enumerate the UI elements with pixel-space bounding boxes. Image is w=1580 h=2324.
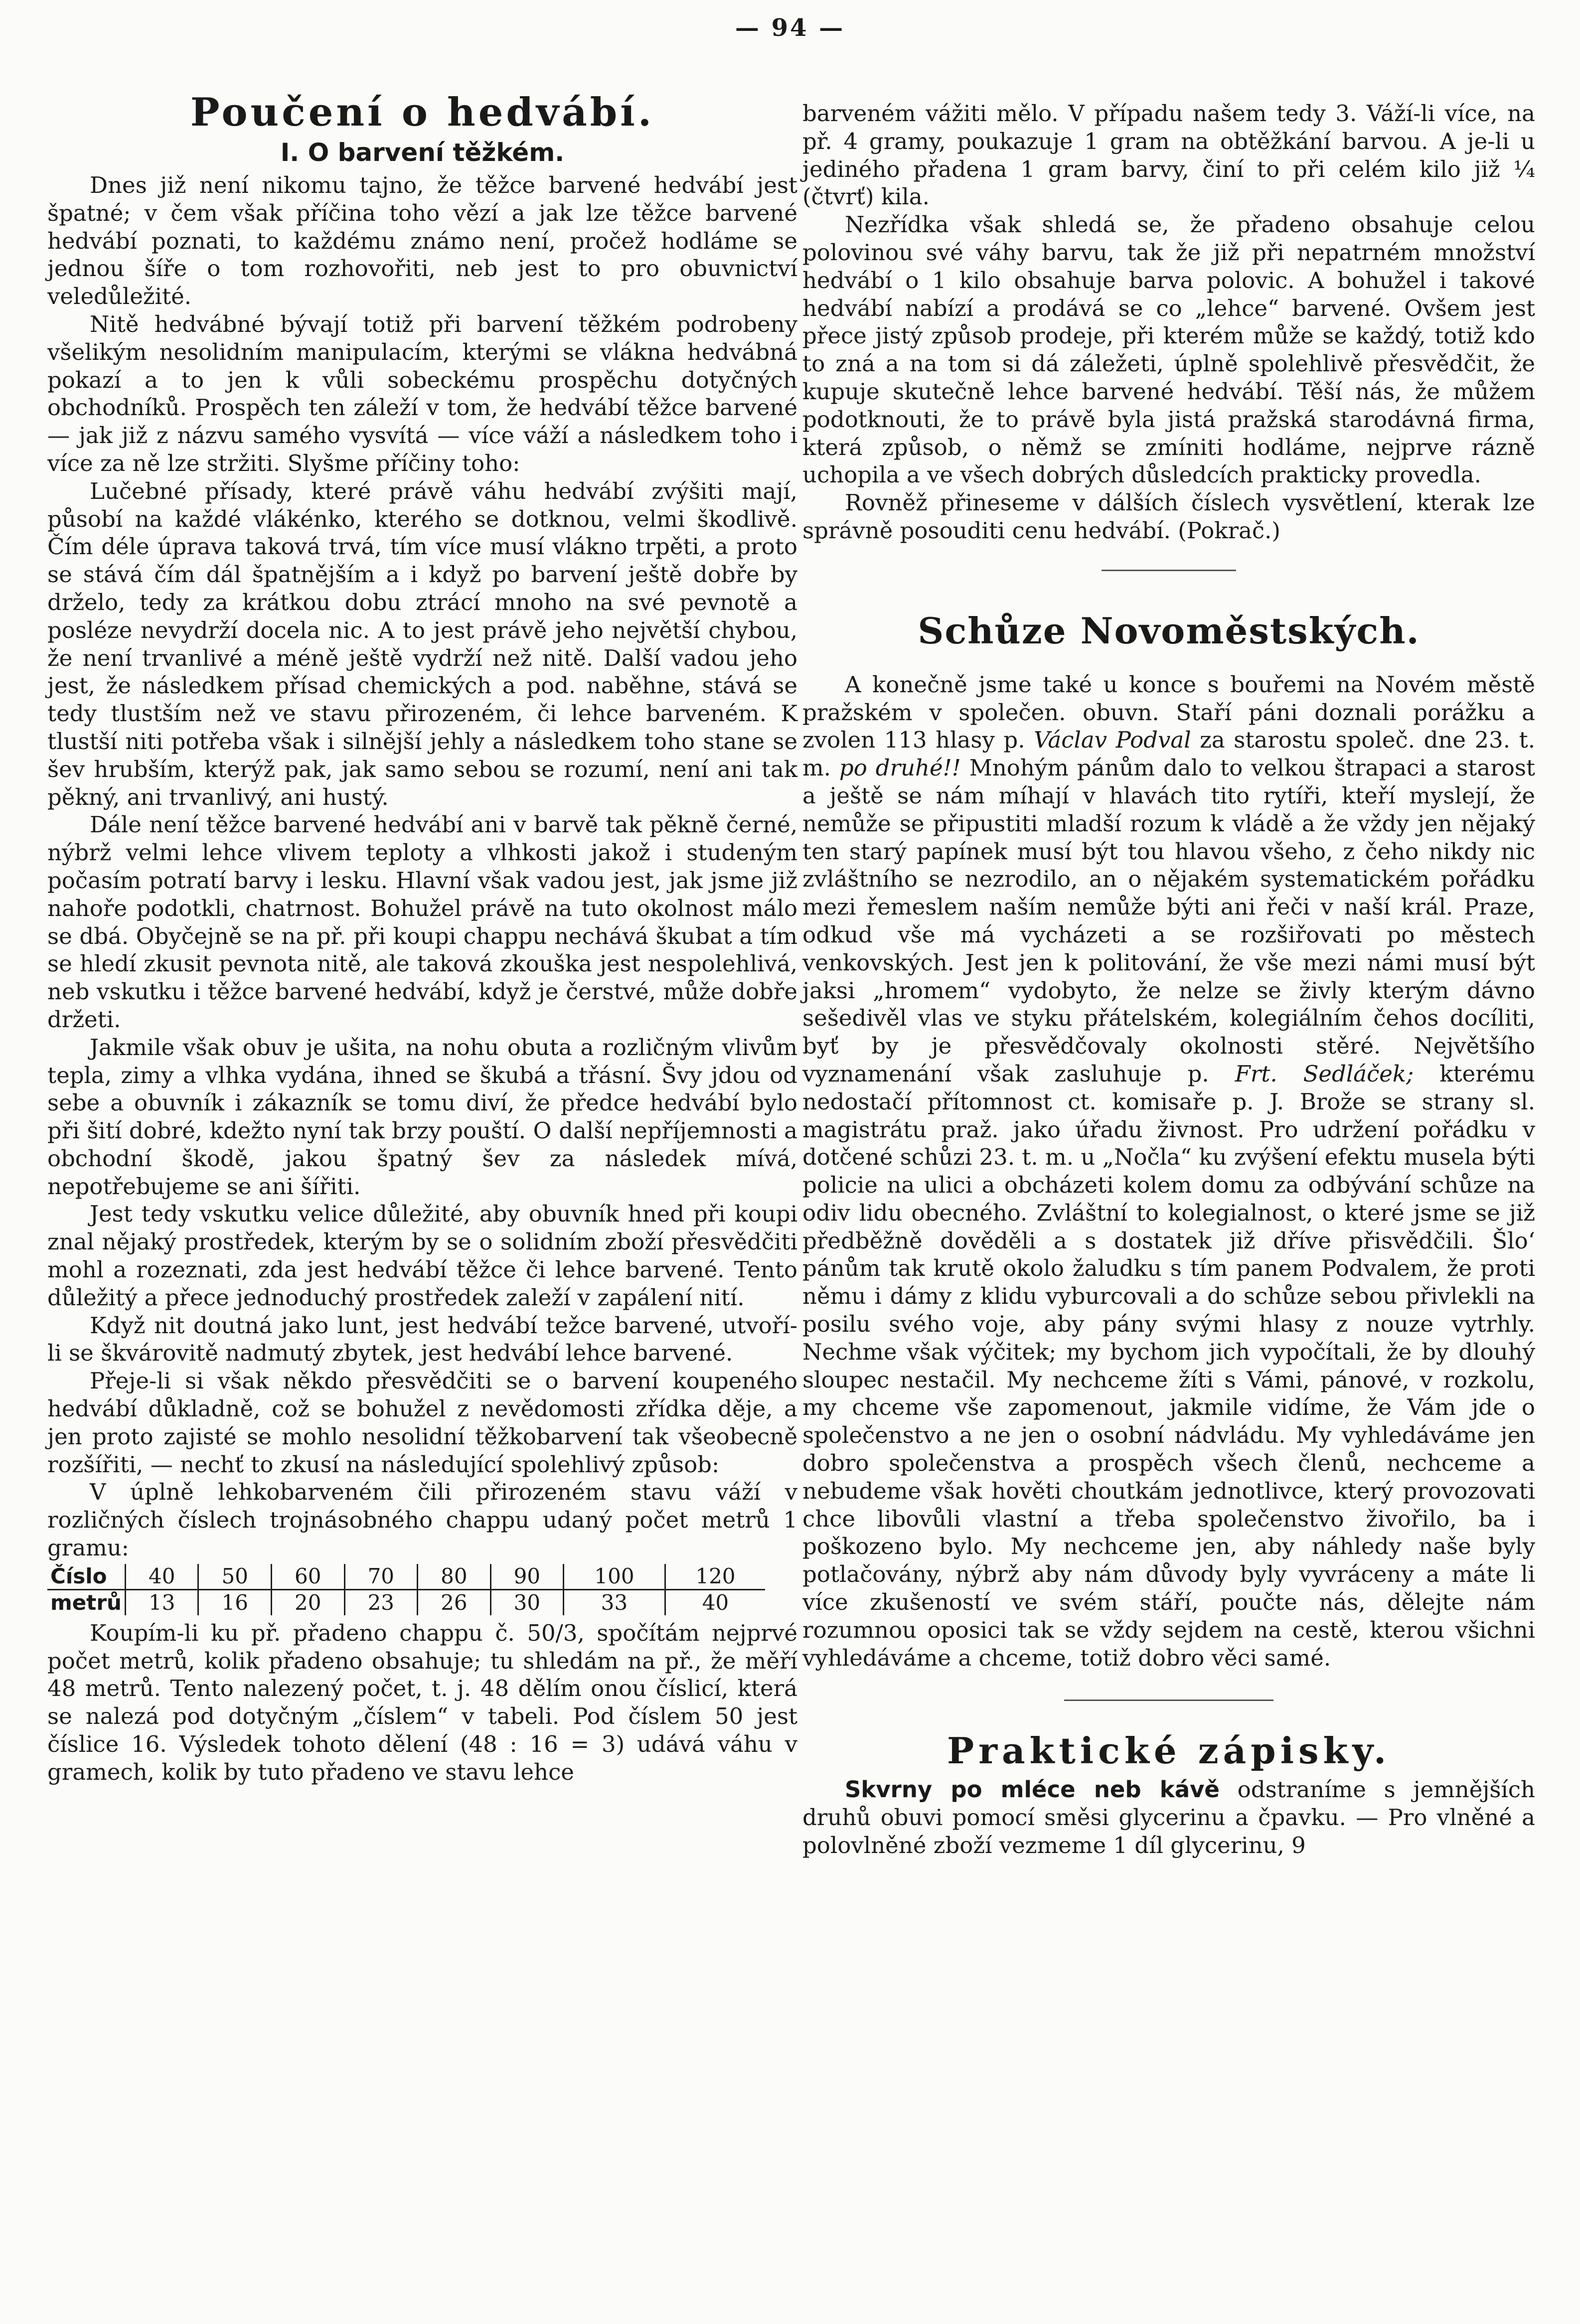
- table-cell: 16: [198, 1589, 272, 1615]
- paragraph: Jest tedy vskutku velice důležité, aby obuvník hned při koupi znal nějaký prostředek, kterým by se o solidním zboží přesvědčiti mohl a rozeznati, zda jest hedvábí těžce či lehce barvené. Tento důležitý a přece jednoduchý prostředek zaleží v zapálení nití.: [47, 1201, 797, 1311]
- spacer: [802, 656, 1535, 671]
- table-cell: 40: [125, 1564, 198, 1590]
- table-cell: 90: [490, 1564, 564, 1590]
- person-name: Václav Podval: [1034, 727, 1191, 754]
- paragraph: Jakmile však obuv je ušita, na nohu obuta a rozličným vlivům tepla, zimy a vlhka vydána, ihned se škubá a třásní. Švy jdou od sebe a obuvník i zákazník se tomu diví, že předce hedvábí bylo při šití dobré, kdežto nyní tak brzy pouští. O další nepříjemnosti a obchodní škodě, jakou špatný šev za následek mívá, nepotřebujeme se ani šířiti.: [47, 1034, 797, 1200]
- left-column: [47, 85, 797, 1786]
- table-cell: 33: [564, 1589, 665, 1615]
- paragraph: Když nit doutná jako lunt, jest hedvábí težce barvené, utvoří-li se škvárovitě nadmutý zbytek, jest hedvábí lehce barvené.: [47, 1312, 797, 1367]
- paragraph: Nitě hedvábné bývají totiž při barvení těžkém podrobeny všelikým nesolidním manipulacím, kterými se vlákna hedvábná pokazí a to jen k vůli sobeckému prospěchu dotyčných obchodníků. Prospěch ten záleží v tom, že hedvábí těžce barvené — jak již z názvu samého vysvítá — více váží a následkem toho i více za ně lze stržiti. Slyšme příčiny toho:: [47, 310, 797, 476]
- table-row-label: metrů: [50, 1590, 122, 1615]
- paragraph: Dále není těžce barvené hedvábí ani v barvě tak pěkně černé, nýbrž velmi lehce vlivem teploty a vlhkosti jakož i studeným počasím potratí barvy i lesku. Hlavní však vadou jest, jak jsme již nahoře podotkli, chatrnost. Bohužel právě na tuto okolnost málo se dbá. Obyčejně se na př. při koupi chappu nechává škubat a tím se hledí zkusit pevnota nitě, ale taková zkouška jest nespolehlivá, neb vskutku i těžce barvené hedvábí, když je čerstvé, může dobře držeti.: [47, 811, 797, 1033]
- table-cell: 20: [272, 1589, 345, 1615]
- table-cell: 26: [418, 1589, 491, 1615]
- text-run: odstraníme s jemnějších druhů obuvi pomocí směsi glycerinu a čpavku. — Pro vlněné a polovlněné zboží vezmeme 1 díl glycerinu, 9: [802, 1776, 1535, 1859]
- text-run: A konečně jsme také u konce s bouřemi na Novém městě pražském v společen. obuvn. Staří páni doznali porážku a zvolen 113 hlasy p.: [802, 671, 1535, 754]
- paragraph: Dnes již není nikomu tajno, že těžce barvené hedvábí jest špatné; v čem však příčina toho vězí a jak lze těžce barvené hedvábí poznati, to každému známo není, pročež hodláme se jednou šíře o tom rozhovořiti, neb jest to pro obuvnictví veledůležité.: [47, 172, 797, 310]
- paragraph: [802, 1776, 1535, 1859]
- table-row: [47, 1589, 765, 1615]
- section-title-prakticke: Praktické zápisky.: [947, 1729, 1391, 1772]
- section-divider: [1064, 1700, 1273, 1701]
- table-cell: 23: [344, 1589, 418, 1615]
- chapp-table: [47, 1564, 765, 1615]
- article-subtitle: I. O barvení těžkém.: [280, 138, 565, 167]
- table-row-label: Číslo: [47, 1564, 125, 1590]
- table-cell: 30: [490, 1589, 564, 1615]
- paragraph: Koupím-li ku př. přadeno chappu č. 50/3, spočítám nejprvé počet metrů, kolik přadeno obsahuje; tu shledám na př., že měří 48 metrů. Tento nalezený počet, t. j. 48 dělím onou číslicí, která se nalezá pod dotyčným „číslem“ v tabeli. Pod číslem 50 jest číslice 16. Výsledek tohoto dělení (48 : 16 = 3) udává váhu v gramech, kolik by tuto přadeno ve stavu lehce: [47, 1619, 797, 1785]
- table-cell: 60: [272, 1564, 345, 1590]
- paragraph: barveném vážiti mělo. V případu našem tedy 3. Váží-li více, na př. 4 gramy, poukazuje 1 gram na obtěžkání barvou. A je-li u jediného přadena 1 gram barvy, činí to při celém kilo již ¼ (čtvrť) kila.: [802, 100, 1535, 210]
- text-run: Mnohým pánům dalo to velkou štrapaci a starost a ještě se nám míhají v hlavách tito rytíři, kteří myslejí, že nemůže se připustiti mladší rozum k vládě a že vždy jen nějaký ten starý papínek musí být tou hlavou všeho, z čeho nikdy nic zvláštního se nezrodilo, an o nějakém systematickém pořádku mezi řemeslem naším nemůže býti ani řeči v naší král. Praze, odkud vše má vycházeti a se rozšiřovati po městech venkovských. Jest jen k politování, že vše mezi námi musí být jaksi „hromem“ vydobyto, že nelze se živly kterým dávno sešedivěl vlas ve styku přátelském, kolegiálním čehos docíliti, byť by je přesvědčovaly okolnosti stěré. Největšího vyznamenání však zasluhuje p.: [802, 755, 1535, 1087]
- table-cell: 13: [125, 1589, 198, 1615]
- table-cell: 50: [198, 1564, 272, 1590]
- paragraph: V úplně lehkobarveném čili přirozeném stavu váží v rozličných číslech trojnásobného chappu udaný počet metrů 1 gramu:: [47, 1479, 797, 1561]
- table-row: [47, 1564, 765, 1590]
- section-title-schuze: Schůze Novoměstských.: [918, 609, 1420, 652]
- table-cell: 120: [665, 1564, 765, 1590]
- lead-phrase: Skvrny po mléce neb kávě: [845, 1776, 1220, 1803]
- paragraph: Lučebné přísady, které právě váhu hedvábí zvýšiti mají, působí na každé vlákénko, kterého se dotknou, velmi škodlivě. Čím déle úprava taková trvá, tím více musí vlákno trpěti, a proto se stává čím dál špatnějším a i když po barvení ještě dobře by drželo, tedy za krátkou dobu ztrácí mnoho na své pevnotě a posléze nevydrží docela nic. A to jest právě jeho největší chybou, že není trvanlivé a méně ještě vydrží než nitě. Další vadou jeho jest, že následkem přísad chemických a pod. naběhne, stává se tedy tlustším než ve stavu přirozeném, či lehce barveném. K tlustší niti potřeba však i silnější jehly a následkem toho stane se šev hrubším, kterýž pak, jak samo sebou se rozumí, není ani tak pěkný, ani trvanlivý, ani hustý.: [47, 477, 797, 810]
- right-column: [802, 100, 1535, 1859]
- paragraph: Rovněž přineseme v dálších číslech vysvětlení, kterak lze správně posouditi cenu hedvábí. (Pokrač.): [802, 489, 1535, 544]
- paragraph: Nezřídka však shledá se, že přadeno obsahuje celou polovinou své váhy barvu, tak že již při nepatrném množství hedvábí o 1 kilo obsahuje barva polovic. A bohužel i takové hedvábí nabízí a prodává se co „lehce“ barvené. Ovšem jest přece jistý způsob prodeje, při kterém může se každý, totiž kdo to zná a na tom si dá záležeti, úplně spolehlivě přesvědčit, že kupuje skutečně lehce barvené hedvábí. Těší nás, že můžem podotknouti, že to právě byla jistá pražská starodávná firma, která způsob, o němž se zmíniti hodláme, nejprve rázně uchopila a ve všech dobrých důsledcích prakticky provedla.: [802, 211, 1535, 488]
- text-run: za starostu společ. dne 23. t. m.: [802, 727, 1536, 781]
- table-cell: 100: [564, 1564, 665, 1590]
- table-cell: 80: [418, 1564, 491, 1590]
- emphasis: po druhé!!: [839, 755, 961, 781]
- paragraph: Přeje-li si však někdo přesvědčiti se o barvení koupeného hedvábí důkladně, což se bohužel z nevědomosti zřídka děje, a jen proto zajisté se mohlo nesolidní těžkobarvení tak všeobecně rozšířiti, — nechť to zkusí na následující spolehlivý způsob:: [47, 1368, 797, 1478]
- person-name: Frt. Sedláček;: [1235, 1060, 1414, 1087]
- table-cell: 70: [344, 1564, 418, 1590]
- text-run: kterému nedostačí přítomnost ct. komisaře p. J. Brože se strany sl. magistrátu praž. jako úřadu živnost. Pro udržení pořádku v dotčené schůzi 23. t. m. u „Nočla“ ku zvýšení efektu musela býti policie na ulici a obcházeti kolem domu za odbývání schůze na odiv lidu obecného. Zvláštní to kolegialnost, o které jsme se již předběžně dověděli a s dostatek již dříve přisvědčili. Šlo‘ pánům tak krutě okolo žaludku s tím panem Podvalem, že proti němu i dámy z klidu vyburcovali a do schůze sebou přivlekli na posilu svého voje, aby pány svými hlasy z nouze vytrhly. Nechme však výčitek; my bychom jich vypočítali, že by dlouhý sloupec nestačil. My nechceme žíti s Vámi, pánové, v rozkolu, my chceme vše zapomenout, jakmile vidíme, že Vám jde o společenstvo a ne jen o osobní nádvládu. My vyhledáváme jen dobro společenstva a prospěch všech členů, nechceme a nebudeme však hověti choutkám jednotlivce, který provozovati chce libovůli vlastní a třeba společenstvo živořilo, ba i poškozeno bylo. My nechceme jen, aby náhledy naše byly potlačovány, nýbrž aby nám důvody byly vyvráceny a máte li více zkušeností ve svém stáří, poučte nás, dělejte nám rozumnou oposici tak se vždy sejdem na cestě, kterou všichni vyhledáváme a chceme, totiž dobro věci samé.: [802, 1060, 1535, 1671]
- section-divider: [1102, 570, 1236, 571]
- article-title: Poučení o hedvábí.: [190, 90, 655, 135]
- paragraph: [802, 671, 1535, 1672]
- table-cell: 40: [665, 1589, 765, 1615]
- page-number: — 94 —: [735, 14, 845, 42]
